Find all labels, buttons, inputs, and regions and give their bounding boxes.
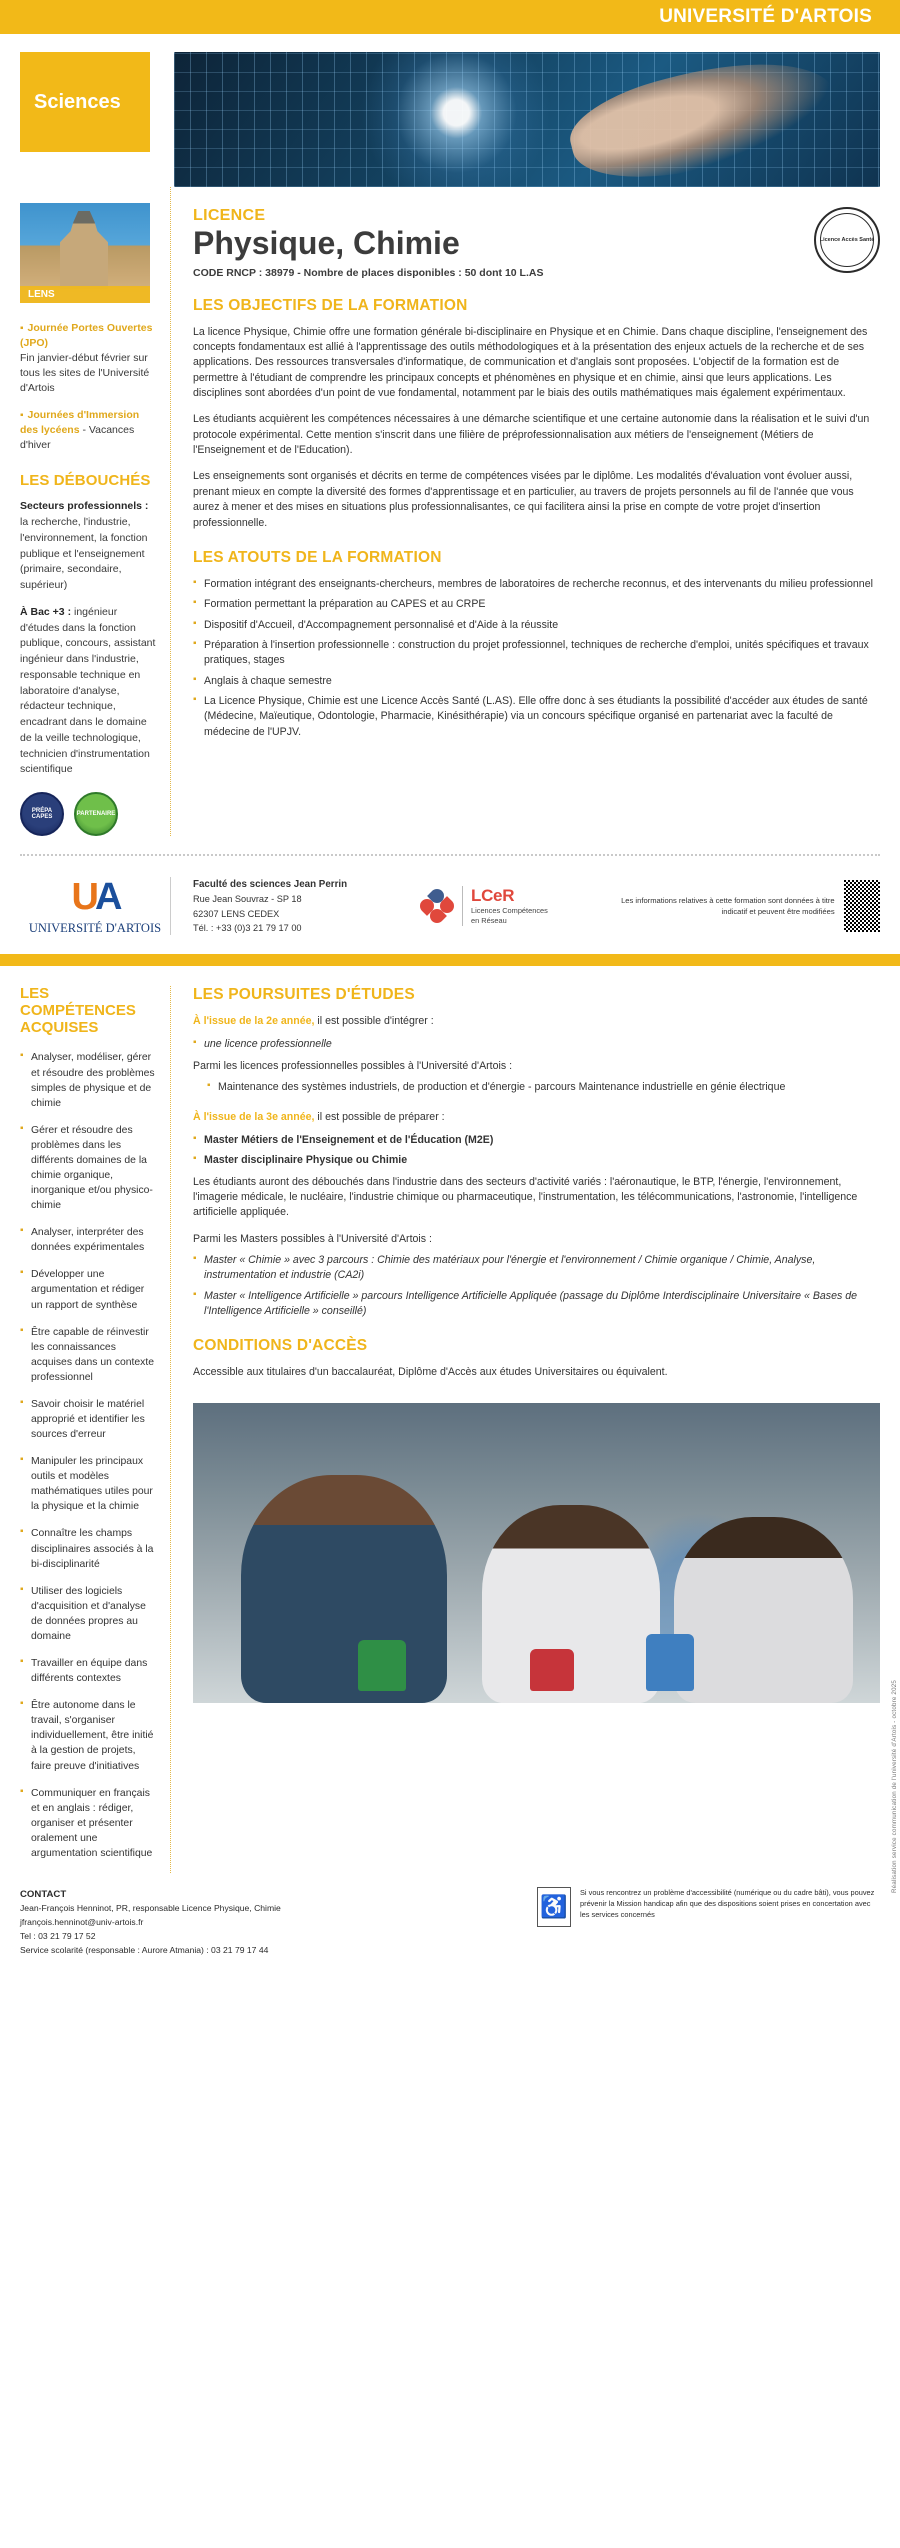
competences-title: LES COMPÉTENCES ACQUISES	[20, 985, 136, 1036]
faculty-city: 62307 LENS CEDEX	[193, 908, 280, 919]
year3-list	[193, 1133, 880, 1169]
list-item: ▪ Travailler en équipe dans différents contextes	[20, 1656, 158, 1686]
masters-list	[193, 1253, 880, 1319]
left-sidebar	[20, 187, 170, 836]
debouches-text: ingénieur d'études dans la fonction publique, concours, assistant ingénieur dans l'industrie, responsable technique en laboratoire d'analyse, rédacteur technique, encadrant dans le domaine de la veille technologique, technicien d'instrumentation scientifique	[20, 605, 156, 776]
university-logo	[20, 876, 170, 936]
debouches-item	[20, 605, 158, 778]
contact-block	[20, 1887, 440, 1957]
year3-block	[193, 1110, 880, 1125]
atouts-list	[193, 577, 880, 740]
year3-paragraph: Les étudiants auront des débouchés dans l'industrie dans des secteurs d'activité variés : l'aéronautique, le BTP, l'énergie, l'environnement, l'imagerie médicale, le nucléaire, l'industrie chimique ou pharmaceutique, l'instrumentation, les télécommunications, l'astronomie, l'intelligence artificielle appliquée.	[193, 1175, 858, 1219]
faculty-name: Faculté des sciences Jean Perrin	[193, 879, 348, 891]
contact-email[interactable]: jfrançois.henninot@univ-artois.fr	[20, 1917, 144, 1928]
atouts-title: LES ATOUTS DE LA FORMATION	[193, 548, 442, 566]
competences-list	[20, 1050, 158, 1861]
faculty-phone: Tél. : +33 (0)3 21 79 17 00	[193, 922, 302, 933]
partner-badge: PARTENAIRE	[74, 792, 118, 836]
list-item: ▪ Master « Intelligence Artificielle » parcours Intelligence Artificielle Appliquée (passage du Diplôme Interdisciplinaire Universitaire « Bases de l'Intelligence Artificielle » conseillé)	[193, 1289, 880, 1320]
masters-note: Parmi les Masters possibles à l'Université d'Artois :	[193, 1232, 432, 1245]
flower-icon	[420, 889, 454, 923]
contact-scolarite: Service scolarité (responsable : Aurore Atmania) : 03 21 79 17 44	[20, 1944, 269, 1955]
badge-row	[20, 792, 158, 836]
conditions-title: CONDITIONS D'ACCÈS	[193, 1337, 368, 1355]
page2-top-bar	[0, 954, 900, 966]
student-figure	[674, 1517, 853, 1703]
year2-list	[193, 1037, 880, 1052]
list-item: ▪ Formation intégrant des enseignants-chercheurs, membres de laboratoires de recherche reconnus, et des intervenants du milieu professionnel	[193, 577, 880, 592]
campus-photo	[20, 203, 150, 303]
objectifs-paragraph: Les enseignements sont organisés et décrits en terme de compétences visées par le diplôme. Les modalités d'évaluation vont évoluer aussi, prenant mieux en compte la diversité des formes d'apprentissage et en particulier, au travers de projets personnels au fil de l'année que vous aurez à mener et des mises en situations plus professionnalisantes, ce qui facilitera ainsi la prise en compte de votre projet d'insertion professionnelle.	[193, 470, 854, 529]
faculty-address	[170, 877, 420, 935]
hero-row	[20, 34, 880, 187]
page-title: Physique, Chimie	[193, 225, 460, 261]
debouches-item	[20, 499, 158, 594]
faculty-label: Sciences	[20, 52, 150, 152]
event-highlight: ▪ Journées d'Immersion des lycéens	[20, 409, 139, 436]
list-item: ▪ Être autonome dans le travail, s'organiser individuellement, être initié à la gestion de projets, faire preuve d'initiatives	[20, 1698, 158, 1773]
poursuites-column	[170, 986, 880, 1873]
lcer-logo	[420, 886, 605, 925]
objectifs-paragraph: La licence Physique, Chimie offre une formation générale bi-disciplinaire en Physique et en Chimie. Dans chaque discipline, l'enseignement des concepts fondamentaux est allié à l'apprentissage des outils méthodologiques et à la présentation des enjeux actuels de la recherche et de ses applications. Des ressources transversales d'informatique, de communication et d'anglais sont proposées. L'objectif de la formation est de permettre à l'étudiant de comprendre les principaux concepts et phénomènes en physique et en chimie, ainsi que leurs applications. Les disciplines sont abordées d'un point de vue fondamental, notamment par le biais des outils mathématiques mais également expérimentaux.	[193, 325, 868, 400]
event-item	[20, 321, 158, 396]
main-content	[170, 187, 880, 836]
year2-label: À l'issue de la 2e année,	[193, 1015, 315, 1028]
event-highlight: ▪ Journée Portes Ouvertes (JPO)	[20, 322, 152, 349]
qr-note-text: Les informations relatives à cette formation sont données à titre indicatif et peuvent être modifiées	[621, 896, 835, 917]
logo-mark-icon: UA	[71, 876, 119, 919]
debouches-text: la recherche, l'industrie, l'environnement, la fonction publique et l'enseignement (primaire, secondaire, supérieur)	[20, 516, 148, 592]
wheelchair-icon: ♿	[537, 1887, 571, 1927]
flask-icon	[530, 1649, 575, 1691]
year3-label: À l'issue de la 3e année,	[193, 1110, 315, 1123]
accessibility-text: Si vous rencontrez un problème d'accessibilité (numérique ou du cadre bâti), vous pouvez prévenir la Mission handicap afin que des dispositions soient prises en concertation avec les services concernés	[580, 1887, 875, 1920]
list-item: ▪ Maintenance des systèmes industriels, de production et d'énergie - parcours Maintenance industrielle en génie électrique	[207, 1080, 880, 1095]
list-item: ▪ Gérer et résoudre des problèmes dans les différents domaines de la chimie organique, inorganique et/ou physico-chimie	[20, 1123, 158, 1213]
list-item: ▪ Utiliser des logiciels d'acquisition et d'analyse de données propres au domaine	[20, 1584, 158, 1644]
list-item: ▪ Anglais à chaque semestre	[193, 674, 880, 689]
list-item: ▪ Communiquer en français et en anglais : rédiger, organiser et présenter oralement une argumentation scientifique	[20, 1786, 158, 1861]
list-item: ▪ Master Métiers de l'Enseignement et de l'Éducation (M2E)	[193, 1133, 880, 1148]
event-item	[20, 408, 158, 453]
accessibility-block	[537, 1887, 880, 1957]
laboratory-photo	[193, 1403, 880, 1703]
rncp-code-line: CODE RNCP : 38979 - Nombre de places disponibles : 50 dont 10 L.AS	[193, 266, 544, 279]
debouches-lead: Secteurs professionnels :	[20, 500, 149, 513]
year2-block	[193, 1014, 880, 1029]
debouches-lead: À Bac +3 :	[20, 605, 72, 618]
qr-code-icon[interactable]	[844, 880, 880, 932]
year2-note: Parmi les licences professionnelles possibles à l'Université d'Artois :	[193, 1059, 513, 1072]
poursuites-title: LES POURSUITES D'ÉTUDES	[193, 986, 415, 1004]
debouches-title: LES DÉBOUCHÉS	[20, 471, 151, 489]
list-item: ▪ Préparation à l'insertion professionnelle : construction du projet professionnel, techniques de recherche d'emploi, unités spécifiques et travaux pratiques, stages	[193, 638, 880, 669]
las-stamp-icon: Licence Accès Santé	[814, 207, 880, 273]
list-item: ▪ Savoir choisir le matériel approprié et identifier les sources d'erreur	[20, 1397, 158, 1442]
list-item: ▪ Formation permettant la préparation au CAPES et au CRPE	[193, 597, 880, 612]
flask-icon	[646, 1634, 694, 1691]
credit-note: Réalisation service communication de l'université d'Artois - octobre 2025	[891, 1680, 898, 1893]
list-item: ▪ Connaître les champs disciplinaires associés à la bi-disciplinarité	[20, 1526, 158, 1571]
flask-icon	[358, 1640, 406, 1691]
objectifs-body	[193, 325, 880, 531]
contact-title: CONTACT	[20, 1888, 67, 1900]
page1-footer	[0, 856, 900, 954]
lcer-brand: LCeR	[471, 886, 515, 906]
list-item: ▪ Manipuler les principaux outils et modèles mathématiques utiles pour la physique et la chimie	[20, 1454, 158, 1514]
faculty-street: Rue Jean Souvraz - SP 18	[193, 894, 302, 905]
list-item: ▪ une licence professionnelle	[193, 1037, 880, 1052]
event-text: Fin janvier-début février sur tous les sites de l'Université d'Artois	[20, 352, 150, 394]
list-item: ▪ Analyser, modéliser, gérer et résoudre des problèmes simples de physique et de chimie	[20, 1050, 158, 1110]
title-row	[193, 207, 880, 279]
year2-text: il est possible d'intégrer :	[317, 1015, 434, 1028]
prepa-capes-badge: PRÉPA CAPES	[20, 792, 64, 836]
lcer-line1: Licences Compétences	[471, 906, 548, 916]
degree-kicker: LICENCE	[193, 207, 266, 224]
list-item: ▪ Analyser, interpréter des données expérimentales	[20, 1225, 158, 1255]
list-item: ▪ Master disciplinaire Physique ou Chimie	[193, 1153, 880, 1168]
objectifs-paragraph: Les étudiants acquièrent les compétences nécessaires à une démarche scientifique et une certaine autonomie dans la réalisation et le suivi d'un protocole expérimental. Cette mention s'inscrit dans une filière de préprofessionnalisation aux métiers de l'enseignement (Métiers de l'Enseignement et de l'Education).	[193, 413, 870, 457]
list-item: ▪ La Licence Physique, Chimie est une Licence Accès Santé (L.AS). Elle offre donc à ses étudiants la possibilité d'accéder aux études de santé (Médecine, Maïeutique, Odontologie, Pharmacie, Kinésithérapie) via un concours spécifique organisé en partenariat avec la faculté de médecine de l'UPJV.	[193, 694, 880, 740]
contact-footer	[0, 1873, 900, 1977]
contact-name: Jean-François Henninot, PR, responsable Licence Physique, Chimie	[20, 1903, 281, 1914]
hero-image	[174, 52, 880, 187]
objectifs-title: LES OBJECTIFS DE LA FORMATION	[193, 296, 468, 314]
competences-column	[20, 986, 170, 1873]
campus-photo-label: LENS	[20, 286, 150, 303]
year2-sub-list	[207, 1080, 880, 1095]
event-text: - Vacances d'hiver	[20, 424, 135, 451]
logo-name: UNIVERSITÉ D'ARTOIS	[28, 921, 162, 936]
header-bar	[0, 0, 900, 34]
student-figure	[241, 1475, 447, 1703]
qr-note-block	[605, 880, 880, 932]
contact-tel: Tel : 03 21 79 17 52	[20, 1930, 96, 1941]
list-item: ▪ Dispositif d'Accueil, d'Accompagnement personnalisé et d'Aide à la réussite	[193, 618, 880, 633]
conditions-text: Accessible aux titulaires d'un baccalauréat, Diplôme d'Accès aux études Universitaires ou équivalent.	[193, 1366, 668, 1379]
list-item: ▪ Développer une argumentation et rédiger un rapport de synthèse	[20, 1267, 158, 1312]
list-item: ▪ Être capable de réinvestir les connaissances acquises dans un contexte professionnel	[20, 1325, 158, 1385]
university-title: UNIVERSITÉ D'ARTOIS	[659, 6, 872, 27]
list-item: ▪ Master « Chimie » avec 3 parcours : Chimie des matériaux pour l'énergie et l'environnement / Chimie organique / Chimie, Analyse, instrumentation et industrie (CA2i)	[193, 1253, 880, 1284]
year3-text: il est possible de préparer :	[317, 1110, 445, 1123]
belfry-icon	[60, 211, 108, 289]
lcer-line2: en Réseau	[471, 916, 507, 926]
